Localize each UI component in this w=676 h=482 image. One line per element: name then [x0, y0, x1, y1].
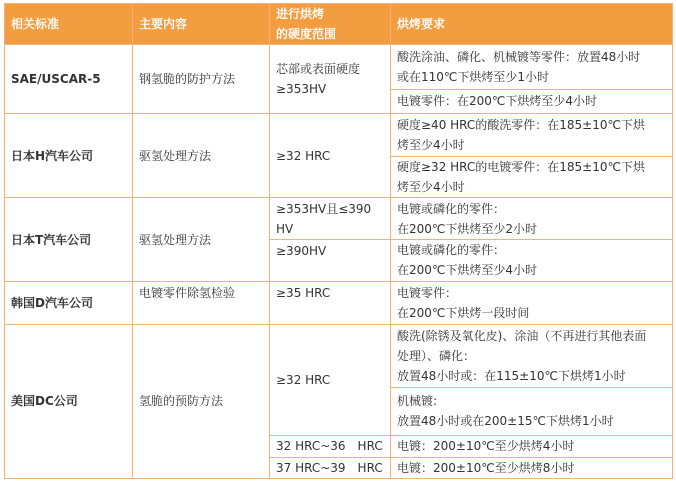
standard-cell: 日本H汽车公司 [5, 114, 133, 198]
header-row [5, 4, 673, 45]
standard-cell: 韩国D汽车公司 [5, 281, 133, 324]
content-cell: 电镀零件除氢检验 [133, 281, 270, 324]
content-cell: 钢氢脆的防护方法 [133, 45, 270, 114]
table-row [5, 324, 673, 387]
standard-cell: 日本T汽车公司 [5, 198, 133, 281]
hardness-cell: ≥390HV [270, 240, 391, 282]
hardness-cell: 37 HRC~39 HRC [270, 457, 391, 478]
content-cell: 氢脆的预防方法 [133, 324, 270, 479]
hardness-cell: ≥32 HRC [270, 324, 391, 436]
requirement-cell: 电镀或磷化的零件： 在200℃下烘烤至少2小时 [391, 198, 673, 240]
requirement-cell: 电镀零件： 在200℃下烘烤一段时间 [391, 281, 673, 324]
hardness-cell: ≥353HV且≤390 HV [270, 198, 391, 240]
content-cell: 驱氢处理方法 [133, 114, 270, 198]
baking-requirements-table [4, 3, 673, 479]
standard-cell: 美国DC公司 [5, 324, 133, 479]
requirement-cell: 硬度≥32 HRC的电镀零件：在185±10℃下烘 烤至少4小时 [391, 156, 673, 198]
requirement-cell: 电镀：200±10℃至少烘烤4小时 [391, 436, 673, 457]
header-baking-requirement: 烘烤要求 [391, 4, 673, 45]
header-content: 主要内容 [133, 4, 270, 45]
header-hardness-range: 进行烘烤 的硬度范围 [270, 4, 391, 45]
requirement-cell: 电镀零件：在200℃下烘烤至少4小时 [391, 89, 673, 113]
header-standard: 相关标准 [5, 4, 133, 45]
table-row [5, 198, 673, 240]
requirement-cell: 电镀或磷化的零件： 在200℃下烘烤至少4小时 [391, 240, 673, 282]
table-row [5, 114, 673, 157]
standard-cell: SAE/USCAR-5 [5, 45, 133, 114]
hardness-cell: 芯部或表面硬度 ≥353HV [270, 45, 391, 114]
requirement-cell: 酸洗(除锈及氧化皮)、涂油（不再进行其他表面 处理）、磷化： 放置48小时或：在115±10℃下烘烤1小时 [391, 324, 673, 387]
requirement-cell: 机械镀: 放置48小时或在200±15℃下烘烤1小时 [391, 387, 673, 436]
content-cell: 驱氢处理方法 [133, 198, 270, 281]
table-row [5, 281, 673, 324]
requirement-cell: 电镀：200±10℃至少烘烤8小时 [391, 457, 673, 478]
table-row [5, 45, 673, 90]
hardness-cell: ≥32 HRC [270, 114, 391, 198]
requirement-cell: 酸洗涂油、磷化、机械镀等零件：放置48小时 或在110℃下烘烤至少1小时 [391, 45, 673, 90]
hardness-cell: 32 HRC~36 HRC [270, 436, 391, 457]
hardness-cell: ≥35 HRC [270, 281, 391, 324]
requirement-cell: 硬度≥40 HRC的酸洗零件：在185±10℃下烘 烤至少4小时 [391, 114, 673, 157]
